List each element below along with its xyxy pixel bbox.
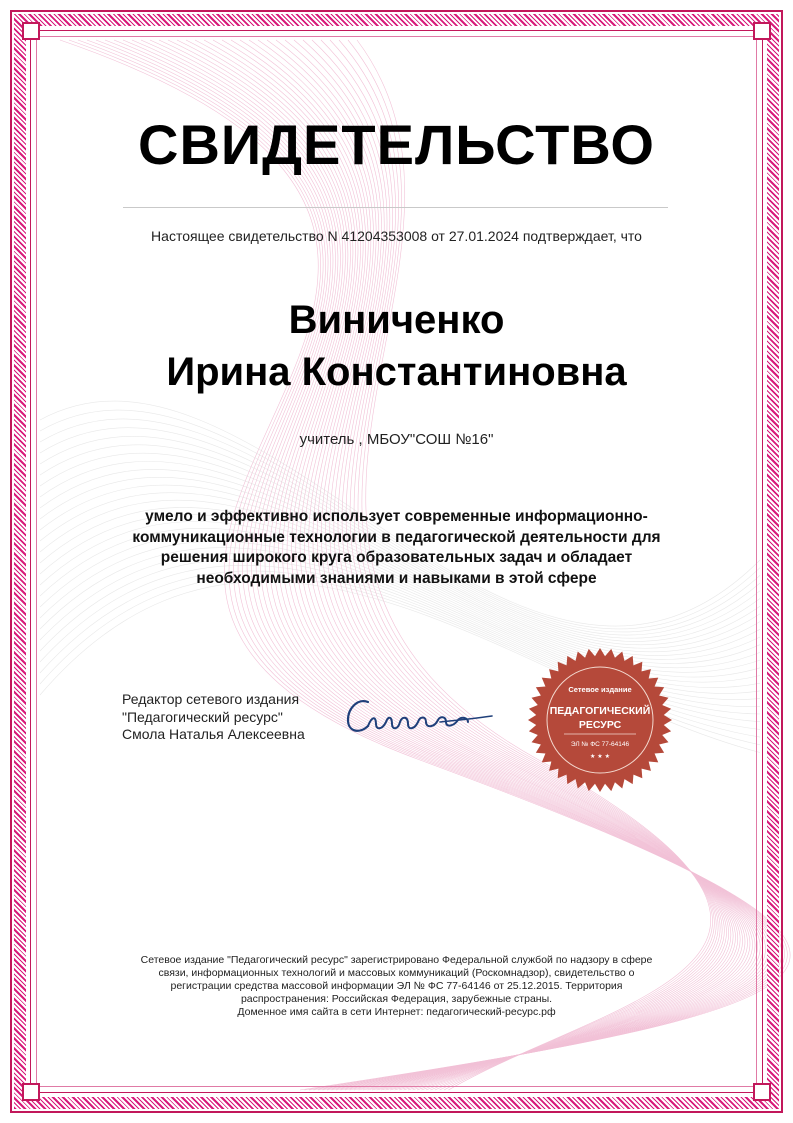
frame-corner-bottom-right xyxy=(753,1083,771,1101)
frame-corner-bottom-left xyxy=(22,1083,40,1101)
seal-reg-text: ЭЛ № ФС 77-64146 xyxy=(570,741,630,748)
certificate-number-line: Настоящее свидетельство N 41204353008 от 27.01.2024 подтверждает, что xyxy=(151,228,642,244)
editor-publication: "Педагогический ресурс" xyxy=(122,708,283,725)
certificate-statement: умело и эффективно использует современные информационно-коммуникационные технологии в педагогической деятельности для решения широкого круга образовательных задач и обладает необходимыми знаниями и навыками в этой сфере xyxy=(132,508,661,587)
editor-block xyxy=(122,691,322,744)
certificate-title: СВИДЕТЕЛЬСТВО xyxy=(138,113,655,176)
footer-line-2: связи, информационных технологий и массовых коммуникаций (Роскомнадзор), свидетельство о xyxy=(158,967,635,979)
frame-corner-top-left xyxy=(22,22,40,40)
publication-seal xyxy=(520,640,680,800)
frame-corner-top-right xyxy=(753,22,771,40)
seal-main-line1: ПЕДАГОГИЧЕСКИЙ xyxy=(549,705,651,717)
recipient-given-names: Ирина Константиновна xyxy=(166,350,627,394)
editor-signature xyxy=(340,686,500,746)
footer-line-3: регистрации средства массовой информации ЭЛ № ФС 77-64146 от 25.12.2015. Территория xyxy=(170,980,623,992)
seal-top-text: Сетевое издание xyxy=(568,685,632,694)
recipient-surname: Виниченко xyxy=(288,298,505,342)
title-divider xyxy=(123,207,668,208)
recipient-position: учитель , МБОУ"СОШ №16" xyxy=(299,431,494,448)
seal-stars: ★ ★ ★ xyxy=(590,753,610,760)
editor-name: Смола Наталья Алексеевна xyxy=(122,726,305,742)
editor-title: Редактор сетевого издания xyxy=(122,691,300,707)
seal-main-line2: РЕСУРС xyxy=(578,719,622,731)
recipient-name xyxy=(0,294,793,398)
footer-line-5: Доменное имя сайта в сети Интернет: педагогический-ресурс.рф xyxy=(237,1006,556,1018)
footer-line-1: Сетевое издание "Педагогический ресурс" зарегистрировано Федеральной службой по надзору в сфере xyxy=(140,954,653,966)
registration-footer xyxy=(115,954,678,1019)
footer-line-4: распространения: Российская Федерация, зарубежные страны. xyxy=(240,993,553,1005)
